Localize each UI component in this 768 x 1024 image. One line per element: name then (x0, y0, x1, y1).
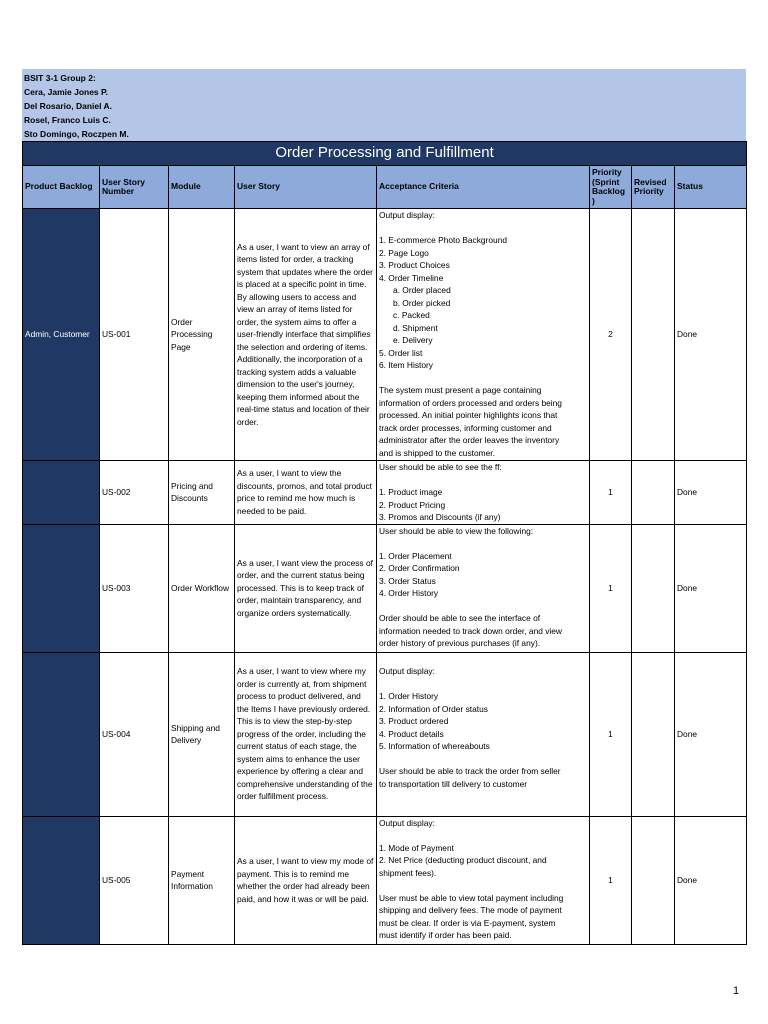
criteria-line (379, 753, 587, 766)
criteria-line: 2. Information of Order status (379, 703, 488, 714)
product-backlog-cell: Admin, Customer (23, 209, 100, 461)
criteria-line: 3. Order Status (379, 575, 436, 586)
priority-cell: 1 (590, 524, 632, 652)
criteria-line (379, 600, 587, 613)
criteria-line (379, 829, 587, 842)
criteria-line: shipping and delivery fees. The mode of payment (379, 905, 562, 915)
module-cell: Order Workflow (169, 524, 235, 652)
criteria-line (379, 372, 587, 385)
criteria-line: administrator after the order leaves the inventory (379, 435, 560, 445)
criteria-line: User should be able to see the ff: (379, 462, 502, 472)
story-number: US-004 (100, 652, 169, 816)
priority-cell: 2 (590, 209, 632, 461)
header-priority: Priority (Sprint Backlog ) (590, 166, 632, 209)
criteria-line: must be clear. If order is via E-payment, system (379, 917, 556, 928)
header-module: Module (169, 166, 235, 209)
criteria-line: 2. Net Price (deducting product discount, and (379, 855, 547, 865)
criteria-line: shipment fees). (379, 867, 437, 878)
criteria-line: must identify if order has been paid. (379, 930, 512, 940)
group-line: BSIT 3-1 Group 2: (24, 73, 96, 83)
revised-priority-cell (632, 652, 675, 816)
status-cell: Done (675, 524, 747, 652)
criteria-line (379, 537, 587, 550)
page-number: 1 (733, 985, 740, 997)
member-name: Del Rosario, Daniel A. (24, 101, 113, 111)
criteria-line: d. Shipment (393, 322, 438, 333)
header-status: Status (675, 166, 747, 209)
criteria-line: to transportation till delivery to customer (379, 778, 528, 789)
user-story-cell: As a user, I want to view an array of items listed for order, a tracking system that updates where the order is placed at a specific point in time. By allowing users to access and view an array of items listed for order, the system aims to offer a user-friendly interface that simplifies the selection and ordering of items. Additionally, the incorporation of a tracking system adds a valuable dimension to the user's journey, keeping them informed about the real-time status and location of their order. (235, 209, 377, 461)
table-row (23, 816, 747, 944)
criteria-line: order history of previous purchases (if any). (379, 638, 541, 648)
criteria-line: information of orders processed and orders being (379, 397, 562, 408)
module-cell: Shipping and Delivery (169, 652, 235, 816)
table-row (23, 524, 747, 652)
criteria-line: 3. Product Choices (379, 260, 450, 270)
priority-cell: 1 (590, 816, 632, 944)
criteria-line: 5. Information of whereabouts (379, 741, 490, 751)
criteria-line: 4. Order Timeline (379, 272, 444, 283)
user-story-cell: As a user, I want to view the discounts, promos, and total product price to remind me how much is needed to be paid. (235, 461, 377, 525)
header-revised-priority: Revised Priority (632, 166, 675, 209)
member-name: Sto Domingo, Roczpen M. (24, 129, 129, 139)
user-story-cell: As a user, I want to view my mode of payment. This is to remind me whether the order had already been paid, and how it was or will be paid. (235, 816, 377, 944)
criteria-line (379, 879, 587, 892)
backlog-table (22, 141, 747, 945)
priority-cell: 1 (590, 652, 632, 816)
criteria-line: e. Delivery (393, 335, 433, 345)
revised-priority-cell (632, 816, 675, 944)
header-acceptance-criteria: Acceptance Criteria (377, 166, 590, 209)
acceptance-criteria-cell (377, 652, 590, 816)
criteria-line: 6. Item History (379, 360, 433, 370)
criteria-line: c. Packed (393, 310, 430, 320)
priority-cell: 1 (590, 461, 632, 525)
criteria-line: 1. Order History (379, 691, 439, 701)
acceptance-criteria-cell (377, 461, 590, 525)
criteria-line: User should be able to track the order from seller (379, 766, 561, 776)
criteria-line (379, 678, 587, 691)
criteria-line: and is shipped to the customer. (379, 447, 495, 458)
criteria-line: Order should be able to see the interface of (379, 613, 541, 623)
criteria-line: 2. Product Pricing (379, 499, 446, 510)
header-user-story: User Story (235, 166, 377, 209)
criteria-line: 2. Page Logo (379, 247, 429, 258)
story-number: US-005 (100, 816, 169, 944)
group-info (22, 69, 746, 141)
criteria-line: track order processes, informing customer and (379, 422, 552, 433)
revised-priority-cell (632, 209, 675, 461)
header-story-number: User Story Number (100, 166, 169, 209)
criteria-line (379, 653, 587, 666)
criteria-line: 2. Order Confirmation (379, 563, 460, 573)
module-cell: Pricing and Discounts (169, 461, 235, 525)
criteria-line: 1. Product image (379, 487, 443, 497)
table-title: Order Processing and Fulfillment (23, 142, 747, 166)
criteria-line: Output display: (379, 817, 435, 828)
story-number: US-002 (100, 461, 169, 525)
product-backlog-cell (23, 461, 100, 525)
criteria-line: 3. Product ordered (379, 716, 449, 726)
revised-priority-cell (632, 461, 675, 525)
status-cell: Done (675, 652, 747, 816)
product-backlog-cell (23, 524, 100, 652)
criteria-line: Output display: (379, 210, 435, 220)
criteria-line: Output display: (379, 666, 435, 676)
status-cell: Done (675, 816, 747, 944)
table-row (23, 652, 747, 816)
acceptance-criteria-cell (377, 816, 590, 944)
status-cell: Done (675, 209, 747, 461)
criteria-line: 5. Order list (379, 347, 423, 358)
status-cell: Done (675, 461, 747, 525)
criteria-line: User must be able to view total payment including (379, 892, 564, 903)
criteria-line: User should be able to view the following: (379, 525, 534, 536)
criteria-line: 4. Product details (379, 728, 444, 739)
criteria-line: b. Order picked (393, 297, 451, 308)
criteria-line: information needed to track down order, and view (379, 625, 562, 636)
criteria-line (379, 474, 587, 487)
header-product-backlog: Product Backlog (23, 166, 100, 209)
criteria-line: processed. An initial pointer highlights icons that (379, 410, 558, 420)
acceptance-criteria-cell (377, 209, 590, 461)
member-name: Cera, Jamie Jones P. (24, 87, 108, 97)
table-row (23, 461, 747, 525)
module-cell: Order Processing Page (169, 209, 235, 461)
story-number: US-003 (100, 524, 169, 652)
user-story-cell: As a user, I want view the process of order, and the current status being processed. This is to keep track of order, maintain transparency, and organize orders systematically. (235, 524, 377, 652)
criteria-line: 3. Promos and Discounts (if any) (379, 512, 501, 522)
product-backlog-cell (23, 652, 100, 816)
member-name: Rosel, Franco Luis C. (24, 115, 111, 125)
story-number: US-001 (100, 209, 169, 461)
module-cell: Payment Information (169, 816, 235, 944)
product-backlog-cell (23, 816, 100, 944)
user-story-cell: As a user, I want to view where my order is currently at, from shipment process to product delivered, and the Items I have previously ordered. This is to view the step-by-step progress of the order, including the current status of each stage, the system aims to enhance the user experience by offering a clear and comprehensive understanding of the order fulfillment process. (235, 652, 377, 816)
criteria-line: 1. Order Placement (379, 550, 452, 561)
acceptance-criteria-cell (377, 524, 590, 652)
criteria-line: 1. E-commerce Photo Background (379, 235, 508, 245)
criteria-line: a. Order placed (393, 285, 451, 295)
criteria-line: 4. Order History (379, 588, 439, 598)
criteria-line (379, 222, 587, 235)
criteria-line: The system must present a page containing (379, 385, 542, 395)
criteria-line: 1. Mode of Payment (379, 842, 454, 853)
table-row (23, 209, 747, 461)
revised-priority-cell (632, 524, 675, 652)
